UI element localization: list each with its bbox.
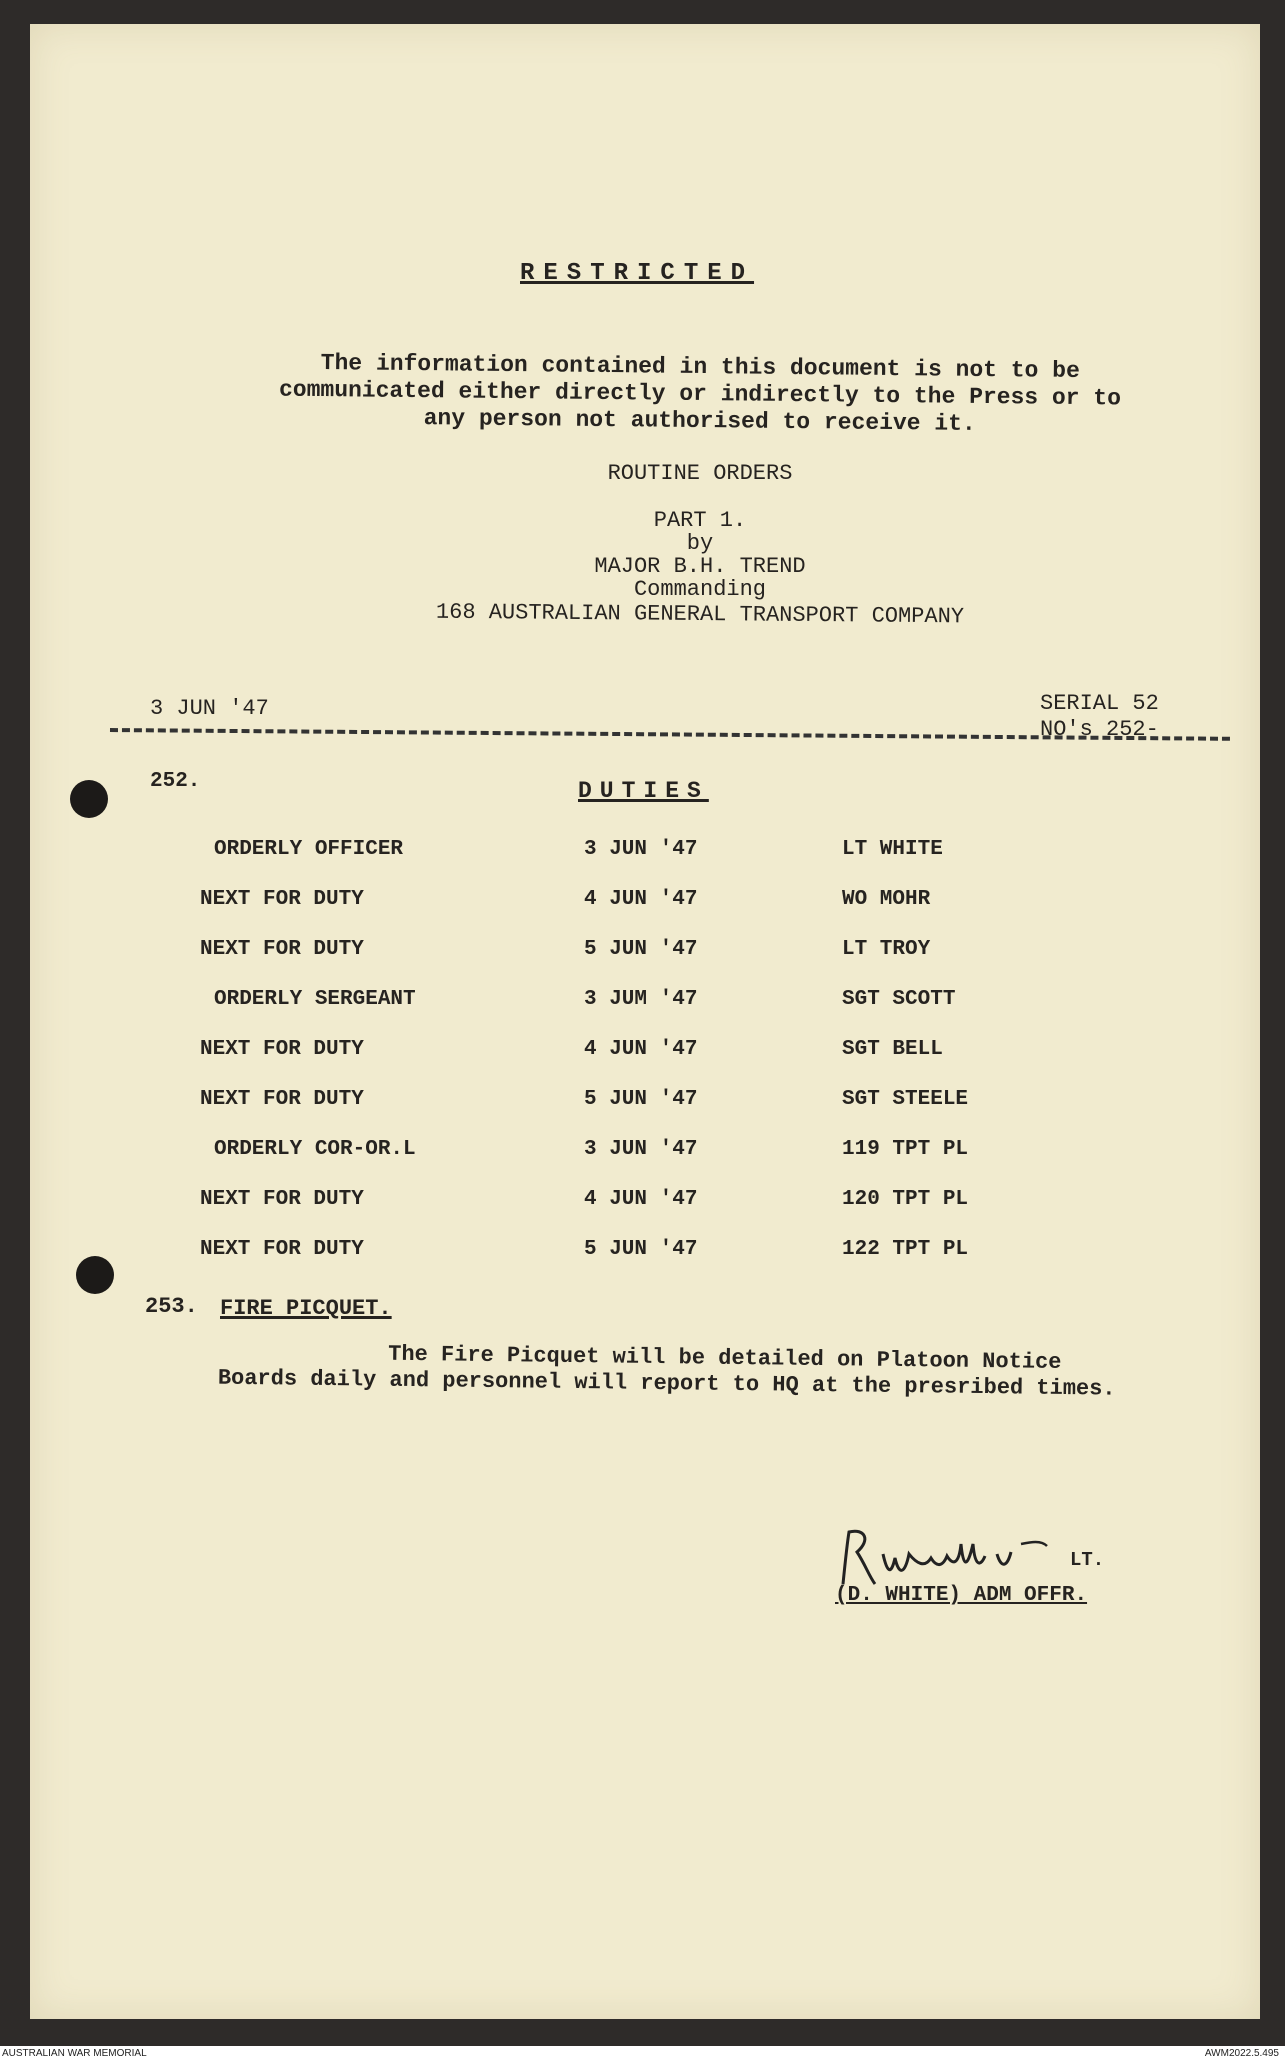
- orders-part: PART 1.: [653, 508, 747, 533]
- duty-cell: ORDERLY OFFICER: [214, 837, 404, 861]
- table-row: [200, 1224, 1060, 1274]
- punch-hole-bottom: [76, 1256, 114, 1294]
- orders-commander: MAJOR B.H. TREND: [594, 554, 806, 579]
- date-cell: 5 JUN '47: [584, 1087, 698, 1111]
- duty-cell: NEXT FOR DUTY: [200, 1037, 364, 1061]
- document-sheet: [30, 24, 1260, 2019]
- orders-title: ROUTINE ORDERS: [607, 461, 793, 486]
- table-row: [200, 874, 1060, 924]
- signature-name: (D. WHITE) ADM OFFR.: [835, 1584, 1088, 1607]
- fire-picquet-heading: FIRE PICQUET.: [220, 1296, 392, 1321]
- date-cell: 4 JUN '47: [584, 1037, 698, 1061]
- classification-heading: RESTRICTED: [520, 260, 755, 287]
- punch-hole-top: [70, 780, 108, 818]
- assigned-cell: 119 TPT PL: [842, 1137, 969, 1161]
- assigned-cell: LT WHITE: [842, 837, 943, 861]
- table-row: [200, 1174, 1060, 1224]
- duty-cell: NEXT FOR DUTY: [200, 937, 364, 961]
- duty-cell: NEXT FOR DUTY: [200, 1237, 364, 1261]
- assigned-cell: WO MOHR: [842, 887, 931, 911]
- orders-unit: 168 AUSTRALIAN GENERAL TRANSPORT COMPANY: [435, 599, 965, 630]
- duty-cell: NEXT FOR DUTY: [200, 1087, 364, 1111]
- orders-role: Commanding: [633, 577, 767, 602]
- assigned-cell: 120 TPT PL: [842, 1187, 969, 1211]
- date-cell: 3 JUN '47: [584, 1137, 698, 1161]
- table-row: [200, 1074, 1060, 1124]
- duty-cell: ORDERLY COR-OR.L: [214, 1137, 416, 1161]
- item-numbers: NO's 252-: [1040, 717, 1159, 742]
- date-cell: 5 JUN '47: [584, 937, 698, 961]
- item-number-252: 252.: [150, 770, 201, 793]
- table-row: [200, 824, 1060, 874]
- assigned-cell: LT TROY: [842, 937, 931, 961]
- footer-source: AUSTRALIAN WAR MEMORIAL: [2, 2048, 147, 2059]
- order-date: 3 JUN '47: [150, 696, 269, 721]
- signature-rank: LT.: [1070, 1549, 1105, 1571]
- assigned-cell: SGT BELL: [842, 1037, 943, 1061]
- duties-heading: DUTIES: [578, 778, 709, 804]
- footer-accession: AWM2022.5.495: [1204, 2048, 1279, 2059]
- table-row: [200, 924, 1060, 974]
- date-cell: 3 JUM '47: [584, 987, 698, 1011]
- assigned-cell: 122 TPT PL: [842, 1237, 969, 1261]
- assigned-cell: SGT STEELE: [842, 1087, 969, 1111]
- serial-number: SERIAL 52: [1040, 691, 1159, 716]
- date-cell: 4 JUN '47: [584, 1187, 698, 1211]
- security-warning: The information contained in this document is not to be communicated either directly or indirectly to the Press or to any person not authorised to receive it.: [278, 350, 1122, 437]
- duty-cell: NEXT FOR DUTY: [200, 1187, 364, 1211]
- fire-picquet-text: [218, 1340, 1259, 1405]
- assigned-cell: SGT SCOTT: [842, 987, 956, 1011]
- table-row: [200, 974, 1060, 1024]
- date-cell: 3 JUN '47: [584, 837, 698, 861]
- fire-picquet-line-1: The Fire Picquet will be detailed on Platoon Notice: [388, 1341, 1062, 1375]
- date-cell: 5 JUN '47: [584, 1237, 698, 1261]
- table-row: [200, 1124, 1060, 1174]
- duties-table: [200, 824, 1060, 1274]
- item-number-253: 253.: [145, 1294, 198, 1319]
- table-row: [200, 1024, 1060, 1074]
- date-cell: 4 JUN '47: [584, 887, 698, 911]
- orders-by: by: [686, 531, 714, 556]
- duty-cell: NEXT FOR DUTY: [200, 887, 364, 911]
- fire-picquet-line-2: Boards daily and personnel will report to HQ at the presribed times.: [217, 1365, 1116, 1402]
- duty-cell: ORDERLY SERGEANT: [214, 987, 416, 1011]
